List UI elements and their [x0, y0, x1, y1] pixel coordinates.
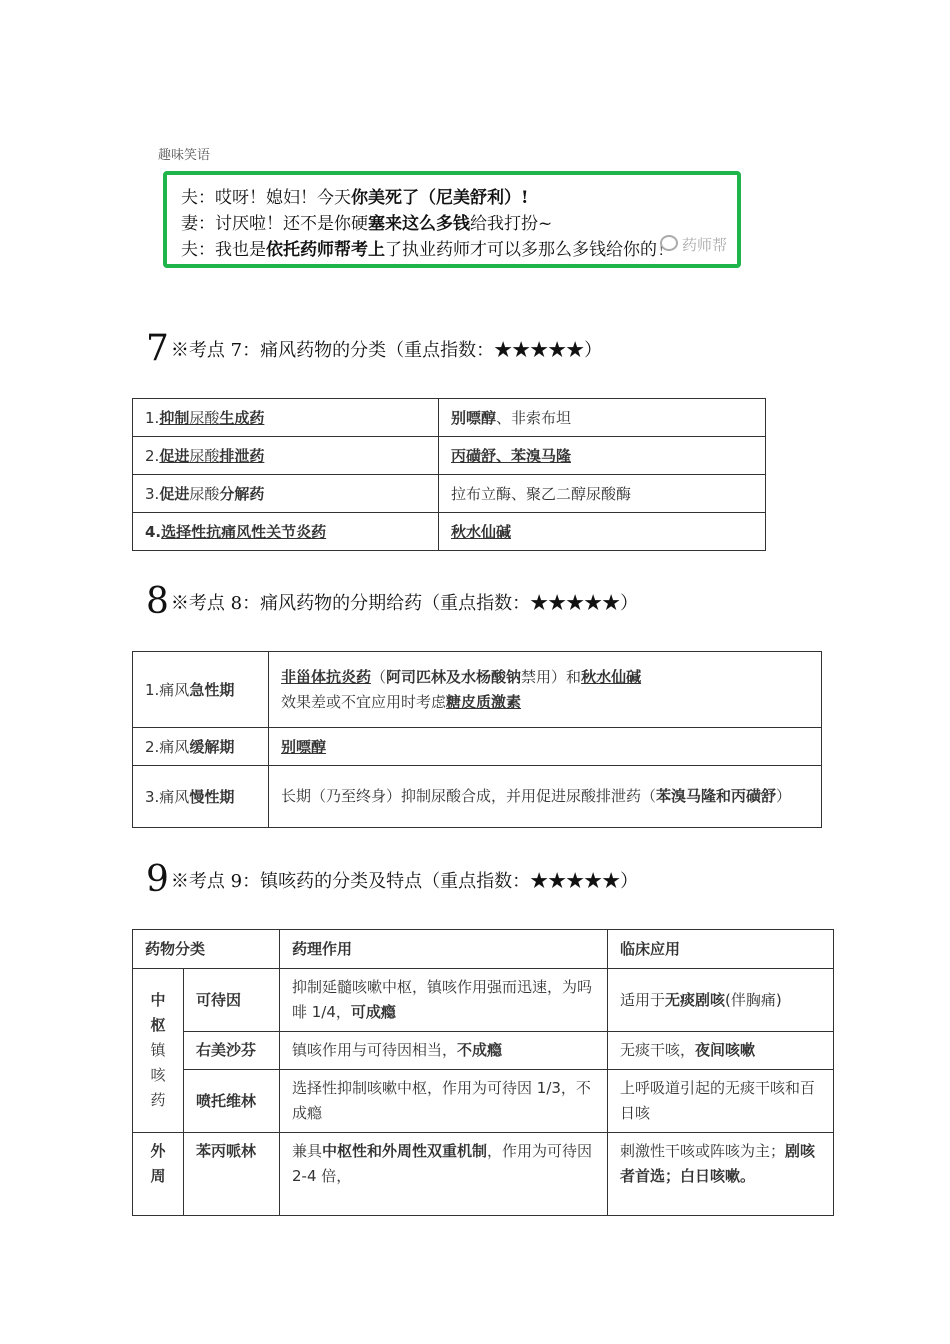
- table-row: [133, 399, 766, 437]
- table-cell: [133, 399, 439, 437]
- joke-text: 了执业药师才可以多那么多钱给你的！: [385, 240, 674, 260]
- gout-stage-table: [132, 651, 822, 828]
- cell-text: 周: [150, 1167, 166, 1185]
- cell-text: 4.: [145, 523, 162, 541]
- table-cell: 选择性抑制咳嗽中枢，作用为可待因 1/3，不成瘾: [280, 1070, 608, 1133]
- section-7-heading: [146, 328, 602, 369]
- table-cell: [269, 766, 822, 828]
- cell-text: 禁用）和: [521, 667, 582, 686]
- section-number: 9: [146, 859, 169, 900]
- table-row: [133, 475, 766, 513]
- section-number: 8: [146, 581, 169, 622]
- drug-name: 可待因: [184, 969, 280, 1032]
- table-cell: [133, 475, 439, 513]
- cell-text: 选择性抗痛风性关节炎药: [161, 523, 327, 541]
- cell-text: 别嘌醇: [451, 409, 497, 427]
- cell-text: 秋水仙碱: [451, 523, 512, 541]
- cell-text: 生成药: [219, 409, 265, 427]
- table-row: [133, 1032, 834, 1070]
- cell-text: 效果差或不宜应用时考虑: [281, 692, 447, 711]
- cell-text: 非甾体抗炎药: [281, 667, 372, 686]
- cell-text: ）: [776, 787, 792, 805]
- cell-text: 尿酸: [189, 485, 220, 503]
- cell-text: 、非索布坦: [496, 409, 572, 427]
- table-cell: [133, 652, 269, 728]
- cell-text: 剧咳者首选；白日咳嗽。: [620, 1142, 816, 1185]
- joke-bold-text: 你美死了（尼美舒利）!: [351, 188, 529, 208]
- cell-text: 刺激性干咳或阵咳为主；: [620, 1142, 786, 1160]
- cell-text: 丙磺舒、苯溴马隆: [451, 447, 572, 465]
- cell-text: 兼具: [292, 1142, 323, 1160]
- table-row: [133, 766, 822, 828]
- cell-text: 1.痛风: [145, 681, 190, 699]
- section-8-heading: [146, 581, 638, 622]
- cell-text: 镇: [150, 1041, 166, 1059]
- section-title: ※考点 8：痛风药物的分期给药（重点指数：★★★★★）: [170, 593, 639, 614]
- cell-text: 慢性期: [189, 788, 235, 806]
- cell-text: 药: [150, 1091, 166, 1109]
- table-cell: [439, 475, 766, 513]
- gout-drug-class-table: [132, 398, 766, 551]
- cell-text: 促进: [159, 485, 190, 503]
- cell-text: 夜间咳嗽: [695, 1041, 756, 1059]
- cell-text: 无痰剧咳: [665, 990, 726, 1009]
- group-label-peripheral: [133, 1133, 184, 1216]
- cell-text: 尿酸: [189, 409, 220, 427]
- joke-bold-text: 依托药师帮考上: [266, 240, 385, 260]
- joke-line-2: [181, 211, 737, 237]
- drug-name: 右美沙芬: [184, 1032, 280, 1070]
- cell-text: 咳: [150, 1066, 166, 1084]
- section-9-heading: [146, 859, 638, 900]
- joke-text: 夫：哎呀！媳妇！今天: [181, 188, 351, 208]
- cell-line: [281, 690, 809, 715]
- table-row: [133, 1133, 834, 1216]
- cell-text: 2.: [145, 447, 160, 465]
- cell-text: 中枢性和外周性双重机制: [322, 1142, 488, 1160]
- table-cell: [133, 437, 439, 475]
- table-header-row: [133, 930, 834, 969]
- cell-text: (伴胸痛): [725, 990, 782, 1009]
- table-row: [133, 969, 834, 1032]
- table-cell: [608, 969, 834, 1032]
- cell-text: 秋水仙碱: [581, 667, 642, 686]
- cell-text: 镇咳作用与可待因相当，: [292, 1041, 458, 1059]
- joke-bold-text: 塞来这么多钱: [368, 214, 470, 234]
- table-cell: [133, 728, 269, 766]
- cell-text: 抑制: [159, 409, 190, 427]
- joke-box: [163, 171, 741, 268]
- antitussive-table: [132, 929, 834, 1216]
- table-header: 药理作用: [280, 930, 608, 969]
- cell-text: 尿酸: [189, 447, 220, 465]
- table-cell: [133, 513, 439, 551]
- table-cell: [269, 652, 822, 728]
- cell-text: （: [371, 667, 387, 686]
- table-row: [133, 437, 766, 475]
- joke-line-1: [181, 185, 737, 211]
- table-row: [133, 652, 822, 728]
- cell-text: 苯溴马隆和丙磺舒: [656, 787, 777, 805]
- drug-name: 喷托维林: [184, 1070, 280, 1133]
- table-row: [133, 513, 766, 551]
- joke-text: 给我打扮~: [470, 214, 553, 234]
- cell-text: 拉布立酶、聚乙二醇尿酸酶: [451, 485, 632, 503]
- table-cell: [269, 728, 822, 766]
- table-cell: [439, 399, 766, 437]
- cell-text: 抑制延髓咳嗽中枢，镇咳作用强而迅速，为吗啡 1/4，: [292, 978, 593, 1021]
- drug-name: 苯丙哌林: [184, 1133, 280, 1216]
- cell-text: 可成瘾: [350, 1003, 396, 1021]
- cell-text: 1.: [145, 409, 160, 427]
- cell-text: 3.: [145, 485, 160, 503]
- cell-text: 缓解期: [189, 738, 235, 756]
- table-header: 药物分类: [133, 930, 280, 969]
- cell-text: ，作用为可待因 2-4 倍，: [292, 1142, 593, 1185]
- table-header: 临床应用: [608, 930, 834, 969]
- table-cell: [439, 437, 766, 475]
- cell-text: 枢: [150, 1016, 166, 1034]
- cell-text: 3.痛风: [145, 788, 190, 806]
- group-label-central: [133, 969, 184, 1133]
- table-cell: [280, 1133, 608, 1216]
- cell-text: 别嘌醇: [281, 738, 327, 756]
- cell-text: 急性期: [189, 681, 235, 699]
- table-row: [133, 728, 822, 766]
- cell-text: 阿司匹林及水杨酸钠: [386, 667, 522, 686]
- cell-text: 适用于: [620, 990, 666, 1009]
- cell-text: 外: [150, 1142, 166, 1160]
- cell-text: 无痰干咳，: [620, 1041, 696, 1059]
- wechat-icon: [660, 235, 678, 251]
- table-cell: 上呼吸道引起的无痰干咳和百日咳: [608, 1070, 834, 1133]
- cell-text: 不成瘾: [457, 1041, 503, 1059]
- cell-text: 促进: [159, 447, 190, 465]
- watermark: [660, 232, 727, 258]
- table-cell: [608, 1133, 834, 1216]
- cell-text: 2.痛风: [145, 738, 190, 756]
- joke-text: 妻：讨厌啦！还不是你硬: [181, 214, 368, 234]
- cell-text: 分解药: [219, 485, 265, 503]
- joke-section-label: 趣味笑语: [158, 148, 211, 163]
- joke-line-3: [181, 237, 737, 263]
- joke-text: 夫：我也是: [181, 240, 266, 260]
- table-cell: [133, 766, 269, 828]
- table-row: [133, 1070, 834, 1133]
- watermark-text: 药师帮: [681, 236, 727, 254]
- section-title: ※考点 7：痛风药物的分类（重点指数：★★★★★）: [170, 340, 603, 361]
- cell-line: [281, 665, 809, 690]
- cell-text: 排泄药: [219, 447, 265, 465]
- table-cell: [439, 513, 766, 551]
- section-number: 7: [146, 328, 169, 369]
- cell-text: 中: [150, 991, 166, 1009]
- section-title: ※考点 9：镇咳药的分类及特点（重点指数：★★★★★）: [170, 871, 639, 892]
- cell-text: 长期（乃至终身）抑制尿酸合成，并用促进尿酸排泄药（: [281, 787, 657, 805]
- table-cell: [280, 1032, 608, 1070]
- table-cell: [280, 969, 608, 1032]
- table-cell: [608, 1032, 834, 1070]
- cell-text: 糖皮质激素: [446, 692, 522, 711]
